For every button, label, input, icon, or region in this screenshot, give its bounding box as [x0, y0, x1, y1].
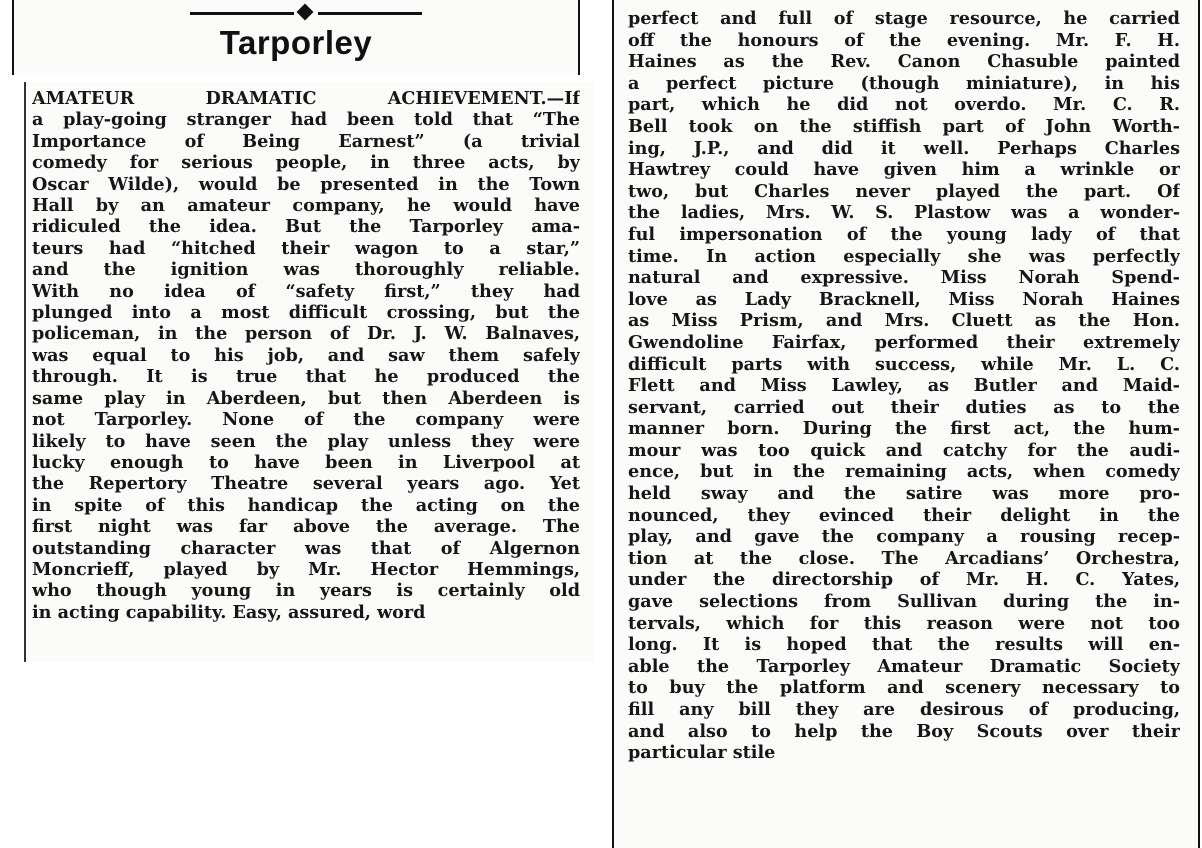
text-line: as Miss Prism, and Mrs. Cluett as the Hon. [628, 310, 1180, 332]
text-line: comedy for serious people, in three acts, by [32, 152, 580, 174]
text-line: Hall by an amateur company, he would have [32, 195, 580, 217]
text-line: not Tarporley. None of the company were [32, 409, 580, 431]
text-line: first night was far above the average. The [32, 516, 580, 538]
text-line: Flett and Miss Lawley, as Butler and Maid- [628, 375, 1180, 397]
text-line: through. It is true that he produced the [32, 366, 580, 388]
diamond-rule-icon [190, 6, 422, 20]
text-line: servant, carried out their duties as to the [628, 396, 1180, 418]
text-line: Oscar Wilde), would be presented in the Town [32, 173, 580, 195]
right-column-text [628, 8, 1180, 764]
text-line: ing, J.P., and did it well. Perhaps Charles [628, 137, 1180, 159]
text-line: part, which he did not overdo. Mr. C. R. [628, 94, 1180, 116]
text-line: same play in Aberdeen, but then Aberdeen is [32, 387, 580, 409]
text-line: a perfect picture (though miniature), in his [628, 72, 1180, 94]
text-line: likely to have seen the play unless they were [32, 430, 580, 452]
text-line: gave selections from Sullivan during the in- [628, 591, 1180, 613]
left-column-text [32, 88, 580, 623]
text-line: in acting capability. Easy, assured, word [32, 601, 426, 623]
text-line: nounced, they evinced their delight in the [628, 504, 1180, 526]
text-line: difficult parts with success, while Mr. L. C. [628, 353, 1180, 375]
text-line: who though young in years is certainly old [32, 580, 580, 602]
left-column-clipping [24, 82, 594, 662]
text-line: policeman, in the person of Dr. J. W. Balnaves, [32, 323, 580, 345]
text-line: lucky enough to have been in Liverpool at [32, 451, 580, 473]
text-line: and the ignition was thoroughly reliable. [32, 259, 580, 281]
text-line: outstanding character was that of Algernon [32, 537, 580, 559]
text-line: natural and expressive. Miss Norah Spend- [628, 267, 1180, 289]
text-line: manner born. During the first act, the hum- [628, 418, 1180, 440]
text-line: ful impersonation of the young lady of that [628, 223, 1180, 245]
text-line: Importance of Being Earnest” (a trivial [32, 130, 580, 152]
text-line: With no idea of “safety first,” they had [32, 280, 580, 302]
text-line: love as Lady Bracknell, Miss Norah Haines [628, 288, 1180, 310]
text-line: perfect and full of stage resource, he carried [628, 8, 1180, 29]
text-line: the Repertory Theatre several years ago. Yet [32, 473, 580, 495]
text-line: plunged into a most difficult crossing, but the [32, 302, 580, 324]
article-headline: Tarporley [219, 24, 373, 61]
text-line: tervals, which for this reason were not too [628, 612, 1180, 634]
text-line: and also to help the Boy Scouts over their [628, 720, 1180, 742]
text-line: Hawtrey could have given him a wrinkle or [628, 159, 1180, 181]
text-line: under the directorship of Mr. H. C. Yates, [628, 569, 1180, 591]
text-line: ence, but in the remaining acts, when comedy [628, 461, 1180, 483]
text-line: tion at the close. The Arcadians’ Orchestra, [628, 547, 1180, 569]
text-line: AMATEUR DRAMATIC ACHIEVEMENT.—If [32, 88, 580, 109]
text-line: Haines as the Rev. Canon Chasuble painted [628, 51, 1180, 73]
text-line: a play-going stranger had been told that “The [32, 109, 580, 131]
heading-clipping [12, 0, 580, 75]
text-line: ridiculed the idea. But the Tarporley ama- [32, 216, 580, 238]
text-line: held sway and the satire was more pro- [628, 483, 1180, 505]
text-line: off the honours of the evening. Mr. F. H. [628, 29, 1180, 51]
text-line: fill any bill they are desirous of producing, [628, 699, 1180, 720]
text-line: play, and gave the company a rousing recep- [628, 526, 1180, 548]
text-line: two, but Charles never played the part. Of [628, 180, 1180, 202]
text-line: time. In action especially she was perfectly [628, 245, 1180, 267]
right-column-clipping [612, 0, 1200, 848]
text-line: teurs had “hitched their wagon to a star,” [32, 237, 580, 259]
text-line: was equal to his job, and saw them safely [32, 344, 580, 366]
text-line: particular stile [628, 742, 776, 764]
text-line: to buy the platform and scenery necessary to [628, 677, 1180, 699]
text-line: long. It is hoped that the results will en- [628, 634, 1180, 656]
text-line: the ladies, Mrs. W. S. Plastow was a wonder- [628, 202, 1180, 224]
text-line: in spite of this handicap the acting on the [32, 494, 580, 516]
text-line: mour was too quick and catchy for the audi- [628, 439, 1180, 461]
text-line: Gwendoline Fairfax, performed their extremely [628, 331, 1180, 353]
text-line: able the Tarporley Amateur Dramatic Society [628, 655, 1180, 677]
text-line: Bell took on the stiffish part of John Worth- [628, 115, 1180, 137]
text-line: Moncrieff, played by Mr. Hector Hemmings, [32, 558, 580, 580]
